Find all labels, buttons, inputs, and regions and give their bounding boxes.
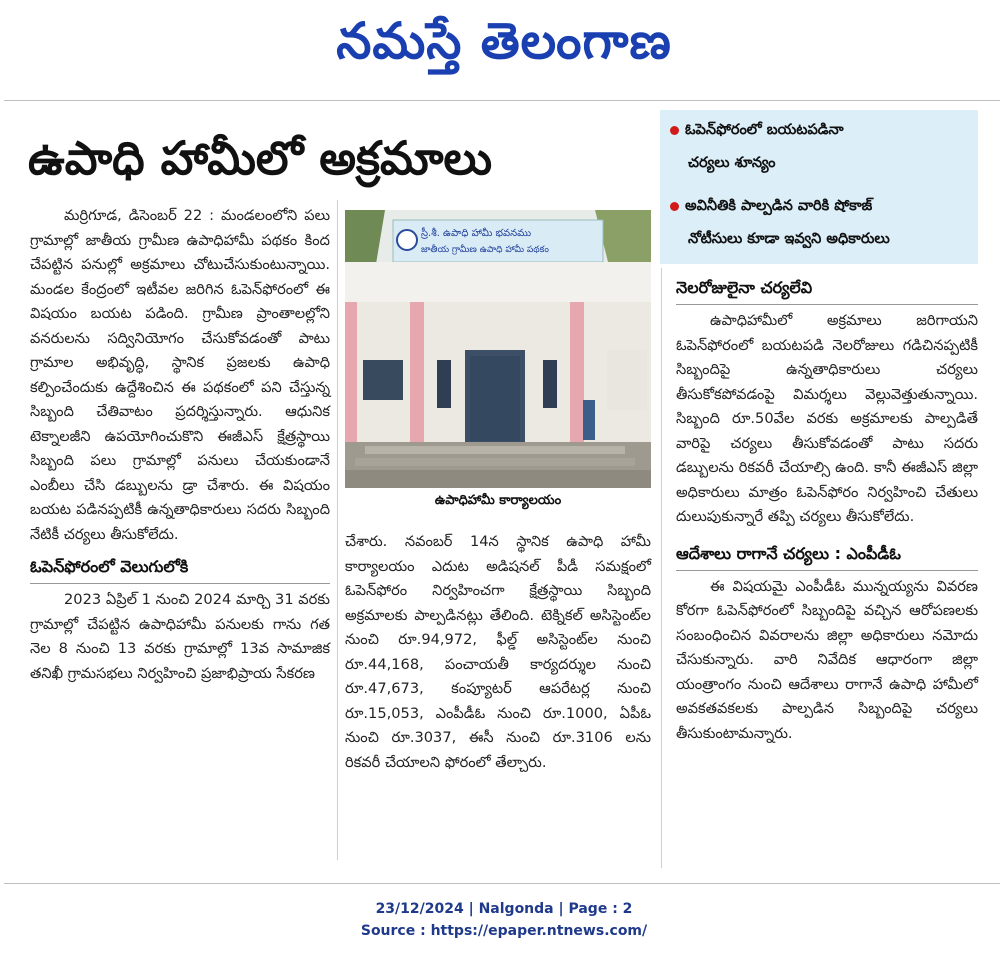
highlights-box	[660, 110, 978, 264]
body-paragraph: చేశారు. నవంబర్ 14న స్థానిక ఉపాధి హామీ కార్యాలయం ఎదుట అడిషనల్ పీడీ సమక్షంలో ఓపెన్‌ఫోరం నిర్వహించగా క్షేత్రస్థాయి సిబ్బంది అక్రమాలకు పాల్పడినట్లు తేలింది. టెక్నికల్ అసిస్టెంట్‌ల నుంచి రూ.94,972, ఫీల్డ్ అసిస్టెంట్‌ల నుంచి రూ.44,168, పంచాయతీ కార్యదర్శుల నుంచి రూ.47,673, కంప్యూటర్ ఆపరేటర్ల నుంచి రూ.15,053, ఎంపీడీఓ నుంచి రూ.1000, ఏపీఓ నుంచి రూ.3037, ఈసీ నుంచి రూ.3106 లను రికవరీ చేయాలని ఫోరంలో తేల్చారు.	[345, 533, 651, 771]
body-paragraph: ఉపాధిహామీలో అక్రమాలు జరిగాయని ఓపెన్‌ఫోరంలో బయటపడి నెలరోజులు గడిచినప్పటికీ సిబ్బందిపై ఉన్నతాధికారులు చర్యలు తీసుకోకపోవడంపై విమర్శలు వెల్లువెత్తుతున్నాయి. సిబ్బంది రూ.50వేల వరకు అక్రమాలకు పాల్పడితే వారిపై చర్యలు తీసుకోవడంతో పాటు సదరు డబ్బులను రికవరీ చేయాల్సి ఉంది. కానీ ఈజీఎస్ జిల్లా అధికారులు మాత్రం ఓపెన్‌ఫోరం నిర్వహించి చేతులు దులుపుకున్నారే తప్పి చర్యలు తీసుకోలేదు.	[676, 312, 978, 525]
bullet-icon	[670, 202, 679, 211]
highlight-item	[670, 190, 976, 223]
body-paragraph: 2023 ఏప్రిల్ 1 నుంచి 2024 మార్చి 31 వరకు గ్రామాల్లో చేపట్టిన ఉపాధిహామీ పనులకు గాను గత నెల 8 నుంచి 13 వరకు గ్రామాల్లో 13వ సామాజిక తనిఖీ గ్రామసభలు నిర్వహించి ప్రజాభిప్రాయ సేకరణ	[30, 591, 330, 682]
sign-text: స్రీ.శీ. ఉపాధి హామీ భవనము	[421, 228, 532, 239]
edition-dateline: 23/12/2024 | Nalgonda | Page : 2	[375, 901, 633, 917]
article-column-3	[676, 268, 978, 746]
office-building-photo	[345, 210, 651, 488]
article-column-2	[345, 530, 651, 775]
newspaper-masthead: నమస్తే తెలంగాణ	[336, 12, 672, 70]
highlight-item	[670, 114, 976, 147]
column-divider	[337, 200, 338, 860]
body-paragraph: ఈ విషయమై ఎంపీడీఓ మున్నయ్యను వివరణ కోరగా ఓపెన్‌ఫోరంలో సిబ్బందిపై వచ్చిన ఆరోపణలకు సంబంధించిన వివరాలను జిల్లా అధికారులు నమోదు చేసుకున్నారు. వారి నివేదిక ఆధారంగా జిల్లా యంత్రాంగం నుంచి ఆదేశాలు రాగానే ఉపాధి హామీలో అవకతవకలకు పాల్పడిన సిబ్బందిపై చర్యలు తీసుకుంటామన్నారు.	[676, 577, 978, 742]
column-divider	[661, 268, 662, 868]
bullet-icon	[670, 126, 679, 135]
body-paragraph: మర్రిగూడ, డిసెంబర్ 22 : మండలంలోని పలు గ్రామాల్లో జాతీయ గ్రామీణ ఉపాధిహామీ పథకం కింద చేపట్టిన పనుల్లో అక్రమాలు చోటుచేసుకుంటున్నాయి. మండల కేంద్రంలో ఇటీవల జరిగిన ఓపెన్‌ఫోరంలో ఈ విషయం బయట పడింది. గ్రామీణ ప్రాంతాలల్లోని వనరులను సద్వినియోగం చేసుకోవడంతో పాటు గ్రామాల అభివృద్ధి, స్థానిక ప్రజలకు ఉపాధి కల్పించేందుకు ఉద్దేశించిన ఈ పథకంలో పని చేస్తున్న సిబ్బంది చేతివాటం ప్రదర్శిస్తున్నారు. ఆధునిక టెక్నాలజీని ఉపయోగించుకొని ఈజీఎస్ క్షేత్రస్థాయి సిబ్బంది పలు గ్రామాల్లో పనులు చేయకుండానే ఎంబీలు చేసి డబ్బులను డ్రా చేశారు. ఈ విషయం బయట పడినప్పటికీ ఉన్నతాధికారులు సదరు సిబ్బంది నేటికీ చర్యలు తీసుకోలేదు.	[30, 207, 330, 543]
article-column-1	[30, 204, 330, 686]
sign-text: జాతీయ గ్రామీణ ఉపాధి హామీ పథకం	[421, 245, 549, 255]
source-link[interactable]: Source : https://epaper.ntnews.com/	[360, 923, 648, 939]
subheading: ఓపెన్‌ఫోరంలో వెలుగులోకి	[30, 553, 330, 584]
subheading: ఆదేశాలు రాగానే చర్యలు : ఎంపీడీఓ	[676, 540, 978, 571]
highlight-text-cont: చర్యలు శూన్యం	[688, 155, 776, 171]
highlight-text: అవినీతికి పాల్పడిన వారికి షోకాజ్	[685, 198, 873, 214]
subheading: నెలరోజులైనా చర్యలేవి	[676, 274, 978, 305]
highlight-text: ఓపెన్‌ఫోరంలో బయటపడినా	[685, 122, 844, 138]
building-illustration	[345, 210, 651, 488]
article-headline: ఉపాధి హామీలో అక్రమాలు	[28, 131, 493, 185]
highlight-text-cont: నోటీసులు కూడా ఇవ్వని అధికారులు	[688, 231, 890, 247]
photo-caption: ఉపాధిహామీ కార్యాలయం	[434, 493, 562, 508]
